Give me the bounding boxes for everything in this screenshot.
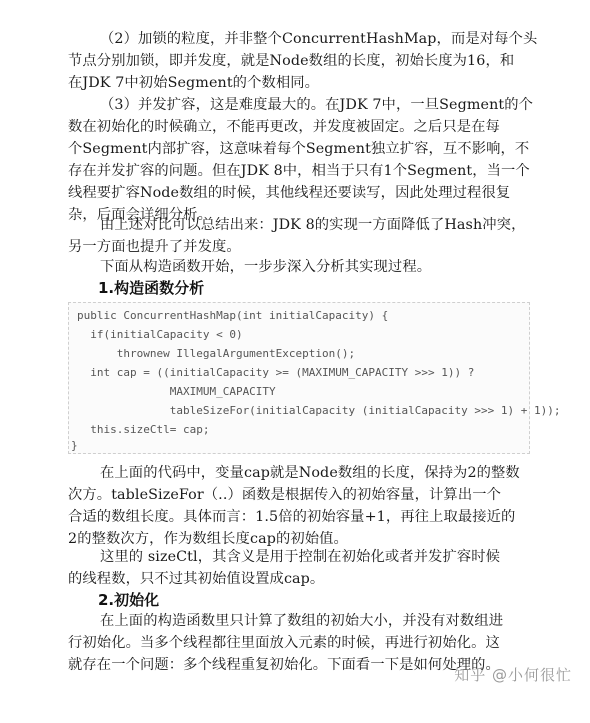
code-line: }	[71, 439, 78, 452]
text-line: （2）加锁的粒度，并非整个ConcurrentHashMap，而是对每个头	[100, 31, 538, 47]
code-line: thrownew IllegalArgumentException();	[77, 347, 356, 360]
text-line: 数在初始化的时候确立，不能再更改，并发度被固定。之后只是在每	[68, 119, 500, 135]
text-line: 的线程数，只不过其初始值设置成cap。	[68, 571, 325, 587]
text-line: 由上述对比可以总结出来：JDK 8的实现一方面降低了Hash冲突，	[100, 217, 526, 233]
paragraph-intro	[68, 256, 528, 278]
text-line: 合适的数组长度。具体而言：1.5倍的初始容量+1，再往上取最接近的	[68, 509, 516, 525]
text-line: 在上面的构造函数里只计算了数组的初始大小，并没有对数组进	[100, 613, 504, 629]
paragraph-lock-granularity	[68, 28, 538, 94]
zhihu-watermark: 知乎 @小何很忙	[454, 666, 572, 684]
code-line: tableSizeFor(initialCapacity (initialCapacity >>> 1) + 1));	[77, 404, 561, 417]
text-line: 就存在一个问题：多个线程重复初始化。下面看一下是如何处理的。	[68, 657, 500, 673]
paragraph-sizectl	[68, 546, 528, 590]
text-line: 行初始化。当多个线程都往里面放入元素的时候，再进行初始化。这	[68, 635, 500, 651]
paragraph-concurrent-resize	[68, 94, 534, 226]
text-line: 杂，后面会详细分析。	[68, 207, 212, 223]
text-line: 存在并发扩容的问题。但在JDK 8中，相当于只有1个Segment，当一个	[68, 163, 530, 179]
section-heading-constructor: 1.构造函数分析	[98, 279, 205, 297]
text-line: 在JDK 7中初始Segment的个数相同。	[68, 75, 320, 91]
text-line: 次方。tableSizeFor（..）函数是根据传入的初始容量，计算出一个	[68, 487, 502, 503]
code-block	[68, 302, 561, 454]
code-line: public ConcurrentHashMap(int initialCapacity) {	[77, 309, 389, 322]
code-line: if(initialCapacity < 0)	[77, 328, 243, 341]
text-line: 2的整数次方，作为数组长度cap的初始值。	[68, 531, 348, 547]
text-line: 另一方面也提升了并发度。	[68, 239, 241, 255]
code-line: this.sizeCtl= cap;	[77, 423, 210, 436]
text-line: 这里的 sizeCtl，其含义是用于控制在初始化或者并发扩容时候	[100, 549, 501, 565]
code-line: MAXIMUM_CAPACITY	[77, 385, 276, 398]
paragraph-cap-explanation	[68, 462, 528, 550]
text-line: 节点分别加锁，即并发度，就是Node数组的长度，初始长度为16，和	[68, 53, 515, 69]
code-line: int cap = ((initialCapacity >= (MAXIMUM_CAPACITY >>> 1)) ?	[77, 366, 475, 379]
paragraph-summary	[68, 214, 528, 258]
section-heading-initialization: 2.初始化	[98, 591, 160, 609]
text-line: 下面从构造函数开始，一步步深入分析其实现过程。	[100, 259, 432, 275]
text-line: 线程要扩容Node数组的时候，其他线程还要读写，因此处理过程很复	[68, 185, 511, 201]
text-line: 在上面的代码中，变量cap就是Node数组的长度，保持为2的整数	[100, 465, 520, 481]
text-line: 个Segment内部扩容，这意味着每个Segment独立扩容，互不影响，不	[68, 141, 530, 157]
text-line: （3）并发扩容，这是难度最大的。在JDK 7中，一旦Segment的个	[100, 97, 534, 113]
